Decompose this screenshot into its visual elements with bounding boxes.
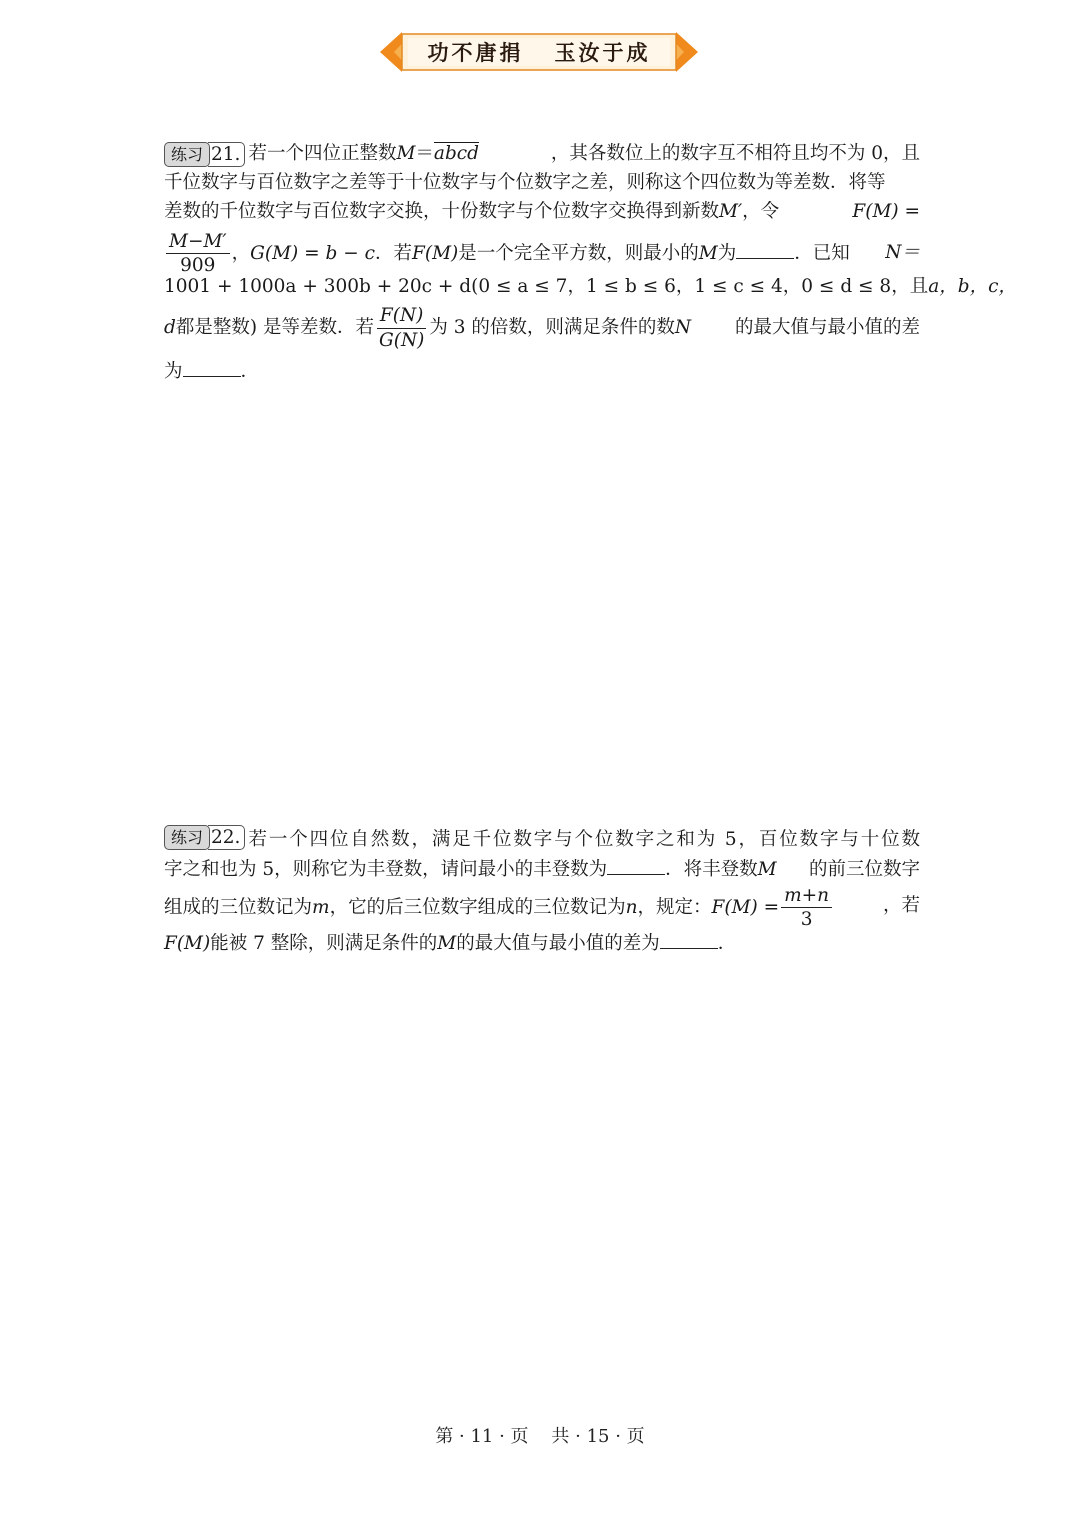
problem-number: 21. xyxy=(208,142,245,167)
answer-blank xyxy=(607,856,665,875)
fraction-m-plus-n: $\frac{m+n}{3}$ xyxy=(781,885,832,931)
banner-motto: 功不唐捐 玉汝于成 xyxy=(427,40,651,65)
problem-21-line-7: 为 ． xyxy=(164,357,920,387)
page-footer: 第 · 11 · 页 共 · 15 · 页 xyxy=(435,1426,645,1447)
answer-blank xyxy=(183,358,241,377)
overline-abcd: abcd xyxy=(433,143,479,164)
problem-21-line-5: 1001 + 1000a + 300b + 20c + d(0 ≤ a ≤ 7，1 ≤ b ≤ 6，1 ≤ c ≤ 4，0 ≤ d ≤ 8，且 a，b，c， xyxy=(164,276,1017,297)
problem-21 xyxy=(164,139,1017,389)
problem-21-line-3: 差数的千位数字与百位数字交换，十份数字与个位数字交换得到新数M′，令 F(M) = xyxy=(164,201,920,222)
problem-21-line-4: $\frac{M-M'}{909}$ ，G(M) = b − c．若F(M)是一个完全平方数，则最小的M为 ．已知 N＝ xyxy=(164,231,920,275)
fraction-f-over-g: $\frac{F(N)}{G(N)}$ xyxy=(376,305,427,351)
problem-21-line-1: 练习 21. 若一个四位正整数M＝abcd ，其各数位上的数字互不相符且均不为 0，且 xyxy=(164,139,920,169)
problem-21-line-6: d都是整数) 是等差数．若 $\frac{F(N)}{G(N)}$ 为 3 的倍数，则满足条件的数N 的最大值与最小值的差 xyxy=(164,305,920,351)
answer-blank xyxy=(660,930,718,949)
header-banner xyxy=(380,30,698,74)
practice-badge: 练习 xyxy=(164,825,210,850)
problem-22-line-2: 字之和也为 5，则称它为丰登数，请问最小的丰登数为 ．将丰登数M 的前三位数字 xyxy=(164,855,920,885)
practice-badge: 练习 xyxy=(164,142,210,167)
problem-22-line-1: 练习 22. 若一个四位自然数，满足千位数字与个位数字之和为 5，百位数字与十位数 xyxy=(164,825,920,855)
problem-22-line-4: F(M)能被 7 整除，则满足条件的M的最大值与最小值的差为 ． xyxy=(164,929,920,959)
problem-number: 22. xyxy=(208,825,245,850)
problem-21-line-2: 千位数字与百位数字之差等于十位数字与个位数字之差，则称这个四位数为等差数．将等 xyxy=(164,172,886,193)
problem-22 xyxy=(164,825,920,965)
answer-blank xyxy=(736,240,794,259)
fraction-f-of-m: $\frac{M-M'}{909}$ xyxy=(166,231,230,277)
problem-22-line-3: 组成的三位数记为m，它的后三位数字组成的三位数记为n，规定：F(M) = $\frac{m+n}{3}$ ，若 xyxy=(164,885,920,931)
